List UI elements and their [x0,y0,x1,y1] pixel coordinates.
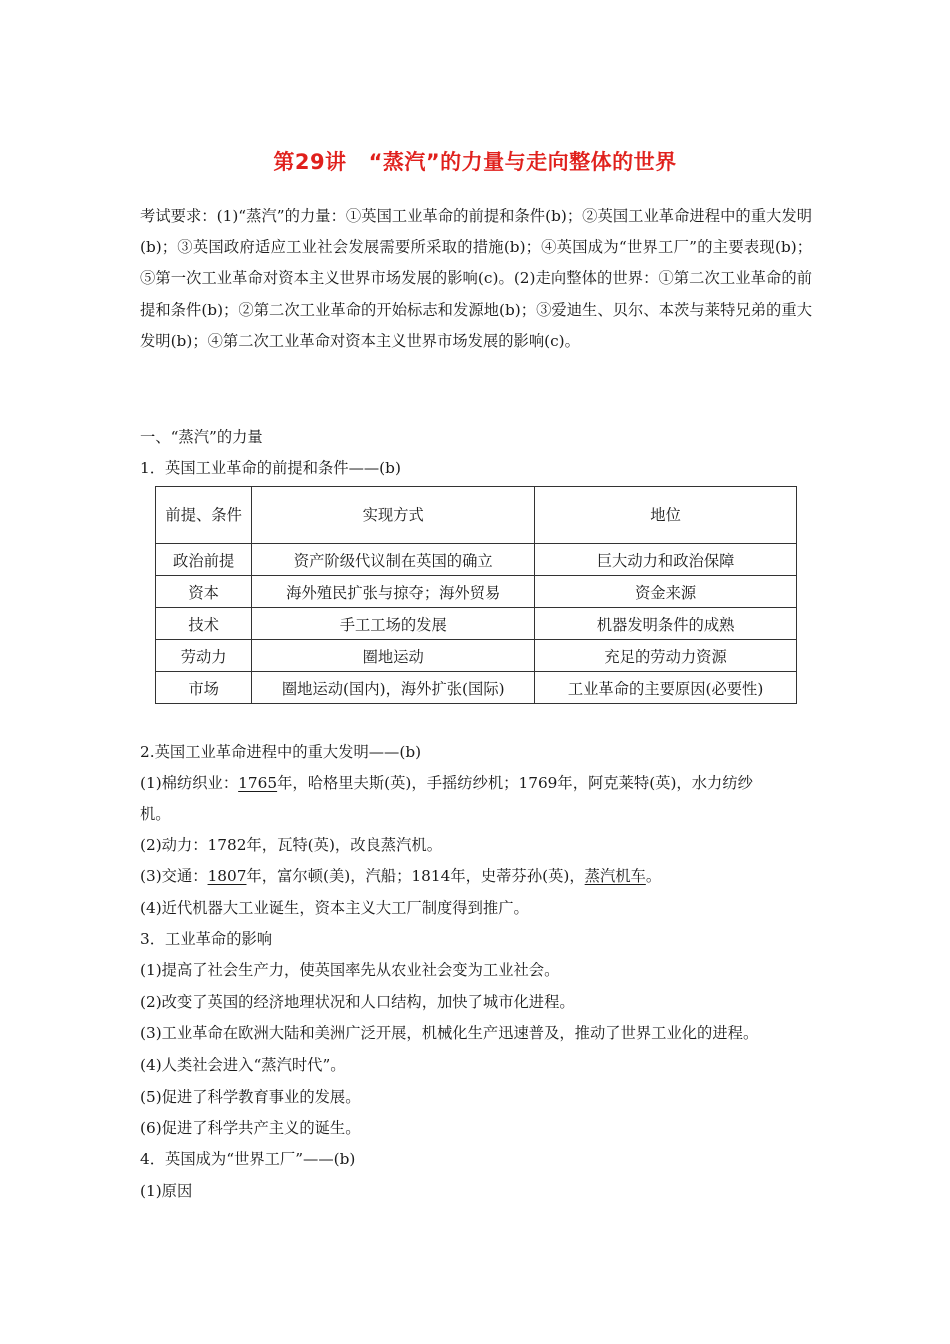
table-row [156,608,797,640]
impact-item: (4)人类社会进入“蒸汽时代”。 [140,1056,346,1074]
invention-textile-lead: (1)棉纺织业： [140,774,239,792]
lesson-title-text: “蒸汽”的力量与走向整体的世界 [368,150,677,174]
invention-textile [140,771,753,793]
subheading-inventions: 2.英国工业革命进程中的重大发明——(b) [140,743,422,761]
invention-factory: (4)近代机器大工业诞生，资本主义大工厂制度得到推广。 [140,899,529,917]
table-row [156,672,797,704]
table-header-cell: 前提、条件 [156,487,252,544]
impact-item: (6)促进了科学共产主义的诞生。 [140,1119,361,1137]
preconditions-table [155,486,797,704]
lesson-title [0,146,950,176]
underlined-locomotive: 蒸汽机车 [584,867,646,885]
table-cell: 市场 [156,672,252,704]
table-cell: 巨大动力和政治保障 [535,544,797,576]
table-cell: 资本 [156,576,252,608]
table-cell: 圈地运动 [252,640,535,672]
impact-item: (3)工业革命在欧洲大陆和美洲广泛开展，机械化生产迅速普及，推动了世界工业化的进程。 [140,1024,759,1042]
table-cell: 充足的劳动力资源 [535,640,797,672]
impact-item: (2)改变了英国的经济地理状况和人口结构，加快了城市化进程。 [140,993,575,1011]
table-header-cell: 实现方式 [252,487,535,544]
impact-item: (1)提高了社会生产力，使英国率先从农业社会变为工业社会。 [140,961,560,979]
table-row [156,576,797,608]
subheading-preconditions: 1．英国工业革命的前提和条件——(b) [140,459,401,477]
subheading-impact: 3．工业革命的影响 [140,930,273,948]
invention-transport-rest: 年，富尔顿(美)，汽船；1814年，史蒂芬孙(英)， [246,867,585,885]
table-cell: 资金来源 [535,576,797,608]
table-cell: 资产阶级代议制在英国的确立 [252,544,535,576]
underlined-year: 1807 [207,867,247,885]
impact-item: (5)促进了科学教育事业的发展。 [140,1088,361,1106]
table-row [156,544,797,576]
table-cell: 圈地运动(国内)，海外扩张(国际) [252,672,535,704]
table-cell: 技术 [156,608,252,640]
reason-heading: (1)原因 [140,1182,193,1200]
table-header-cell: 地位 [535,487,797,544]
invention-textile-cont: 机。 [140,805,171,823]
table-row [156,640,797,672]
table-cell: 手工工场的发展 [252,608,535,640]
invention-power: (2)动力：1782年，瓦特(英)，改良蒸汽机。 [140,836,442,854]
invention-transport [140,864,661,886]
invention-transport-lead: (3)交通： [140,867,208,885]
subheading-world-factory: 4．英国成为“世界工厂”——(b) [140,1150,356,1168]
exam-requirements: 考试要求：(1)“蒸汽”的力量：①英国工业革命的前提和条件(b)；②英国工业革命进程中的重大发明(b)；③英国政府适应工业社会发展需要所采取的措施(b)；④英国成为“世界工厂”的主要表现(b)；⑤第一次工业革命对资本主义世界市场发展的影响(c)。(2)走向整体的世界：①第二次工业革命的前提和条件(b)；②第二次工业革命的开始标志和发源地(b)；③爱迪生、贝尔、本茨与莱特兄弟的重大发明(b)；④第二次工业革命对资本主义世界市场发展的影响(c)。 [140,207,812,350]
table-cell: 工业革命的主要原因(必要性) [535,672,797,704]
table-header-row [156,487,797,544]
section-heading-steam: 一、“蒸汽”的力量 [140,428,263,446]
table-cell: 政治前提 [156,544,252,576]
table-cell: 劳动力 [156,640,252,672]
table-cell: 机器发明条件的成熟 [535,608,797,640]
underlined-year: 1765 [238,774,278,792]
lesson-number: 第29讲 [273,150,347,174]
invention-transport-end: 。 [645,867,662,885]
invention-textile-rest: 年，哈格里夫斯(英)，手摇纺纱机；1769年，阿克莱特(英)，水力纺纱 [277,774,753,792]
table-cell: 海外殖民扩张与掠夺；海外贸易 [252,576,535,608]
